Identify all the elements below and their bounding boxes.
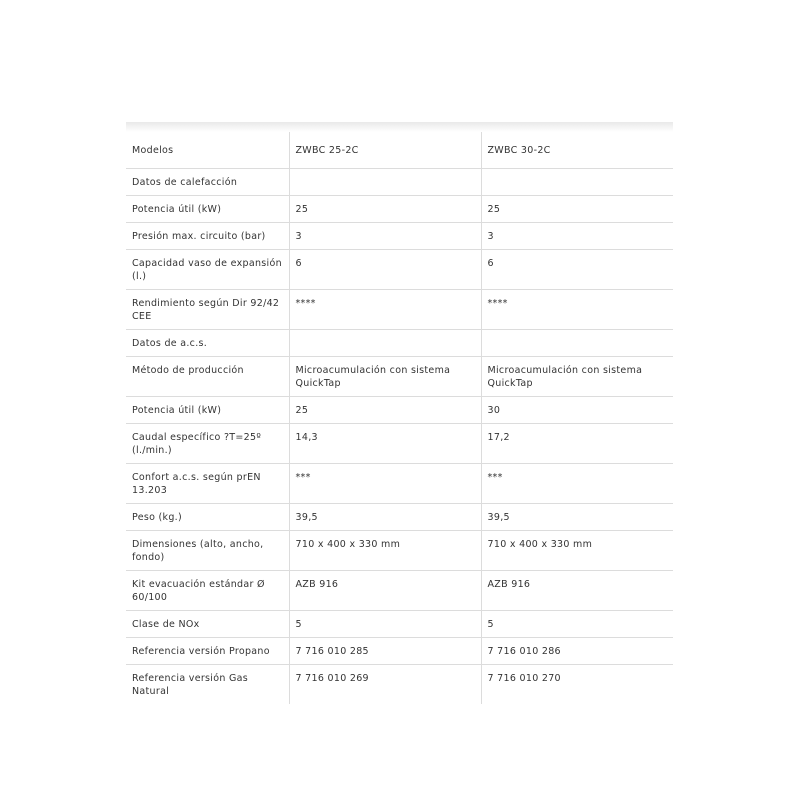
table-row bbox=[126, 463, 673, 503]
table-row bbox=[126, 423, 673, 463]
row-value-model-1: 14,3 bbox=[289, 423, 481, 463]
header-row bbox=[126, 132, 673, 168]
row-label: Referencia versión Gas Natural bbox=[132, 672, 249, 697]
row-value-model-1 bbox=[289, 329, 481, 356]
table-row bbox=[126, 503, 673, 530]
row-value-model-2: 710 x 400 x 330 mm bbox=[481, 530, 673, 570]
row-value-model-2 bbox=[481, 168, 673, 195]
row-label: Potencia útil (kW) bbox=[126, 195, 289, 222]
specs-table-container bbox=[126, 122, 673, 704]
row-value-model-2: Microacumulación con sistema QuickTap bbox=[481, 356, 673, 396]
table-row bbox=[126, 530, 673, 570]
row-label: Datos de a.c.s. bbox=[126, 329, 289, 356]
row-value-model-2: 7 716 010 286 bbox=[481, 637, 673, 664]
row-value-model-1: 7 716 010 285 bbox=[289, 637, 481, 664]
header-cell-label: Modelos bbox=[126, 132, 289, 168]
row-label: Datos de calefacción bbox=[126, 168, 289, 195]
row-value-model-2: 5 bbox=[481, 610, 673, 637]
table-row bbox=[126, 168, 673, 195]
row-value-model-2: 17,2 bbox=[481, 423, 673, 463]
row-value-model-1: 6 bbox=[289, 249, 481, 289]
table-row bbox=[126, 356, 673, 396]
row-value-model-2: **** bbox=[481, 289, 673, 329]
table-row bbox=[126, 289, 673, 329]
table-row bbox=[126, 610, 673, 637]
row-value-model-1: 25 bbox=[289, 195, 481, 222]
header-cell-model-1: ZWBC 25-2C bbox=[289, 132, 481, 168]
table-row bbox=[126, 195, 673, 222]
table-row bbox=[126, 637, 673, 664]
row-value-model-2: *** bbox=[481, 463, 673, 503]
row-label: Método de producción bbox=[126, 356, 289, 396]
row-value-model-1: **** bbox=[289, 289, 481, 329]
table-row bbox=[126, 222, 673, 249]
row-value-model-1: 3 bbox=[289, 222, 481, 249]
table-row bbox=[126, 570, 673, 610]
row-label: Clase de NOx bbox=[126, 610, 289, 637]
row-value-model-2: 3 bbox=[481, 222, 673, 249]
row-value-model-2: AZB 916 bbox=[481, 570, 673, 610]
row-label: Rendimiento según Dir 92/42 CEE bbox=[126, 289, 289, 329]
row-value-model-2: 39,5 bbox=[481, 503, 673, 530]
row-label: Confort a.c.s. según prEN 13.203 bbox=[126, 463, 289, 503]
row-value-model-2 bbox=[481, 329, 673, 356]
row-value-model-1: 25 bbox=[289, 396, 481, 423]
table-row bbox=[126, 329, 673, 356]
row-label: Referencia versión Propano bbox=[126, 637, 289, 664]
row-value-model-1: 710 x 400 x 330 mm bbox=[289, 530, 481, 570]
row-label: Potencia útil (kW) bbox=[126, 396, 289, 423]
row-label: Presión max. circuito (bar) bbox=[126, 222, 289, 249]
table-top-shade bbox=[126, 122, 673, 132]
table-row bbox=[126, 664, 673, 704]
row-value-model-1: 5 bbox=[289, 610, 481, 637]
row-value-model-1: 7 716 010 269 bbox=[289, 664, 481, 704]
row-value-model-1 bbox=[289, 168, 481, 195]
row-value-model-2: 25 bbox=[481, 195, 673, 222]
row-value-model-1: AZB 916 bbox=[289, 570, 481, 610]
row-label: Capacidad vaso de expansión (l.) bbox=[126, 249, 289, 289]
row-label: Kit evacuación estándar Ø 60/100 bbox=[126, 570, 289, 610]
row-label: Caudal específico ?T=25º (l./min.) bbox=[126, 423, 289, 463]
row-value-model-1: *** bbox=[289, 463, 481, 503]
row-value-model-2: 7 716 010 270 bbox=[481, 664, 673, 704]
header-cell-model-2: ZWBC 30-2C bbox=[481, 132, 673, 168]
specs-table bbox=[126, 132, 673, 704]
table-row bbox=[126, 396, 673, 423]
row-value-model-1: Microacumulación con sistema QuickTap bbox=[289, 356, 481, 396]
row-label: Peso (kg.) bbox=[126, 503, 289, 530]
row-value-model-1: 39,5 bbox=[289, 503, 481, 530]
row-value-model-2: 30 bbox=[481, 396, 673, 423]
table-row bbox=[126, 249, 673, 289]
row-value-model-2: 6 bbox=[481, 249, 673, 289]
row-label: Dimensiones (alto, ancho, fondo) bbox=[126, 530, 289, 570]
